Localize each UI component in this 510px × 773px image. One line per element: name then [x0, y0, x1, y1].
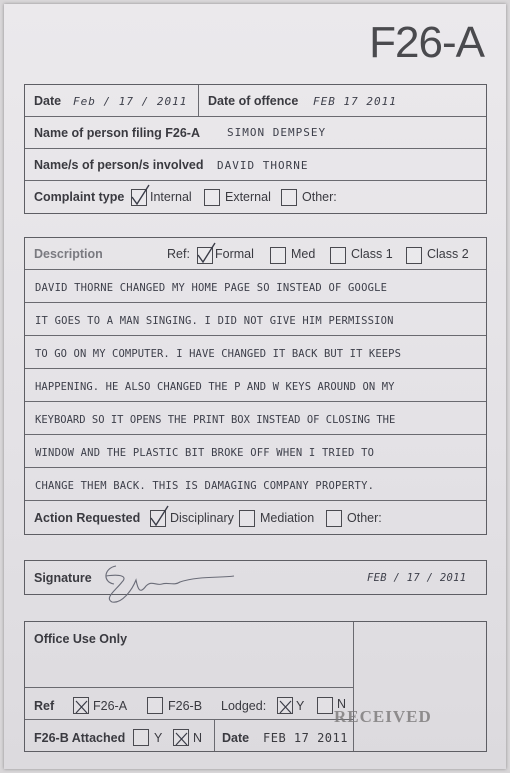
- ref-class1-checkbox[interactable]: [330, 247, 346, 264]
- cross-mark-icon: [278, 698, 294, 716]
- office-title: Office Use Only: [34, 632, 128, 646]
- attached-n-checkbox[interactable]: [173, 729, 189, 746]
- description-text: HAPPENING. HE ALSO CHANGED THE P AND W KEYS AROUND ON MY: [35, 381, 395, 393]
- offence-label: Date of offence: [208, 94, 299, 108]
- signature-section: [24, 560, 487, 595]
- office-mid-divider: [214, 719, 215, 751]
- description-line: [25, 402, 486, 435]
- filer-label: Name of person filing F26-A: [34, 126, 200, 140]
- description-text: KEYBOARD SO IT OPENS THE PRINT BOX INSTEAD OF CLOSING THE: [35, 414, 396, 426]
- office-attached-line: [25, 719, 353, 720]
- lodged-y-checkbox[interactable]: [277, 697, 293, 714]
- ref-class2-label: Class 2: [427, 247, 469, 261]
- description-line: [25, 435, 486, 468]
- date-value: Feb / 17 / 2011: [73, 95, 188, 108]
- attached-n-label: N: [193, 731, 203, 745]
- complaint-row: [25, 181, 486, 213]
- offence-value: FEB 17 2011: [313, 95, 397, 108]
- internal-checkbox[interactable]: [131, 189, 147, 206]
- filer-value: SIMON DEMPSEY: [227, 126, 327, 139]
- description-text: DAVID THORNE CHANGED MY HOME PAGE SO INSTEAD OF GOOGLE: [35, 282, 388, 294]
- description-line: [25, 336, 486, 369]
- ref-formal-label: Formal: [215, 247, 254, 261]
- office-section: [24, 621, 487, 752]
- form-title: F26-A: [369, 18, 484, 67]
- attached-y-label: Y: [154, 731, 163, 745]
- cross-mark-icon: [74, 698, 90, 716]
- disciplinary-checkbox[interactable]: [150, 510, 166, 527]
- check-mark-icon: [196, 243, 216, 265]
- disciplinary-label: Disciplinary: [170, 511, 234, 525]
- attached-label: F26-B Attached: [34, 731, 126, 745]
- description-line: [25, 270, 486, 303]
- other-label: Other:: [302, 190, 337, 204]
- description-header-row: [25, 238, 486, 270]
- external-label: External: [225, 190, 271, 204]
- description-line: [25, 468, 486, 501]
- other-checkbox[interactable]: [281, 189, 297, 206]
- complaint-label: Complaint type: [34, 190, 125, 204]
- date-divider: [198, 85, 199, 116]
- signature-scribble: [102, 560, 242, 608]
- date-row: [25, 85, 486, 117]
- ref-class1-label: Class 1: [351, 247, 393, 261]
- action-row: [25, 501, 486, 534]
- mediation-label: Mediation: [260, 511, 315, 525]
- check-mark-icon: [149, 506, 169, 528]
- office-ref-label: Ref: [34, 699, 55, 713]
- ref-f26a-label: F26-A: [93, 699, 128, 713]
- description-section: [24, 237, 487, 535]
- lodged-n-checkbox[interactable]: [317, 697, 333, 714]
- mediation-checkbox[interactable]: [239, 510, 255, 527]
- action-label: Action Requested: [34, 511, 141, 525]
- action-other-checkbox[interactable]: [326, 510, 342, 527]
- action-other-label: Other:: [347, 511, 382, 525]
- description-text: IT GOES TO A MAN SINGING. I DID NOT GIVE HIM PERMISSION: [35, 315, 394, 327]
- ref-med-checkbox[interactable]: [270, 247, 286, 264]
- description-text: CHANGE THEM BACK. THIS IS DAMAGING COMPANY PROPERTY.: [35, 480, 375, 492]
- description-text: WINDOW AND THE PLASTIC BIT BROKE OFF WHEN I TRIED TO: [35, 447, 375, 459]
- signature-label: Signature: [34, 571, 92, 585]
- external-checkbox[interactable]: [204, 189, 220, 206]
- ref-med-label: Med: [291, 247, 316, 261]
- internal-label: Internal: [150, 190, 192, 204]
- description-line: [25, 303, 486, 336]
- lodged-n-label: N: [337, 697, 347, 711]
- date-label: Date: [34, 94, 62, 108]
- ref-class2-checkbox[interactable]: [406, 247, 422, 264]
- description-label: Description: [34, 247, 103, 261]
- office-date-label: Date: [222, 731, 250, 745]
- top-section: [24, 84, 487, 214]
- involved-value: DAVID THORNE: [217, 159, 309, 172]
- ref-label: Ref:: [167, 247, 190, 261]
- office-divider: [353, 622, 354, 751]
- lodged-label: Lodged:: [221, 699, 267, 713]
- description-text: TO GO ON MY COMPUTER. I HAVE CHANGED IT BACK BUT IT KEEPS: [35, 348, 402, 360]
- ref-f26a-checkbox[interactable]: [73, 697, 89, 714]
- ref-f26b-checkbox[interactable]: [147, 697, 163, 714]
- involved-row: [25, 149, 486, 181]
- cross-mark-icon: [174, 730, 190, 748]
- involved-label: Name/s of person/s involved: [34, 158, 204, 172]
- signature-date: FEB / 17 / 2011: [367, 572, 467, 584]
- office-date-stamp: FEB 17 2011: [263, 731, 348, 745]
- received-stamp: RECEIVED: [334, 707, 432, 726]
- lodged-y-label: Y: [296, 699, 305, 713]
- attached-y-checkbox[interactable]: [133, 729, 149, 746]
- description-line: [25, 369, 486, 402]
- ref-formal-checkbox[interactable]: [197, 247, 213, 264]
- form-sheet: [4, 4, 506, 769]
- filer-row: [25, 117, 486, 149]
- office-ref-line: [25, 687, 353, 688]
- check-mark-icon: [130, 185, 150, 207]
- ref-f26b-label: F26-B: [168, 699, 203, 713]
